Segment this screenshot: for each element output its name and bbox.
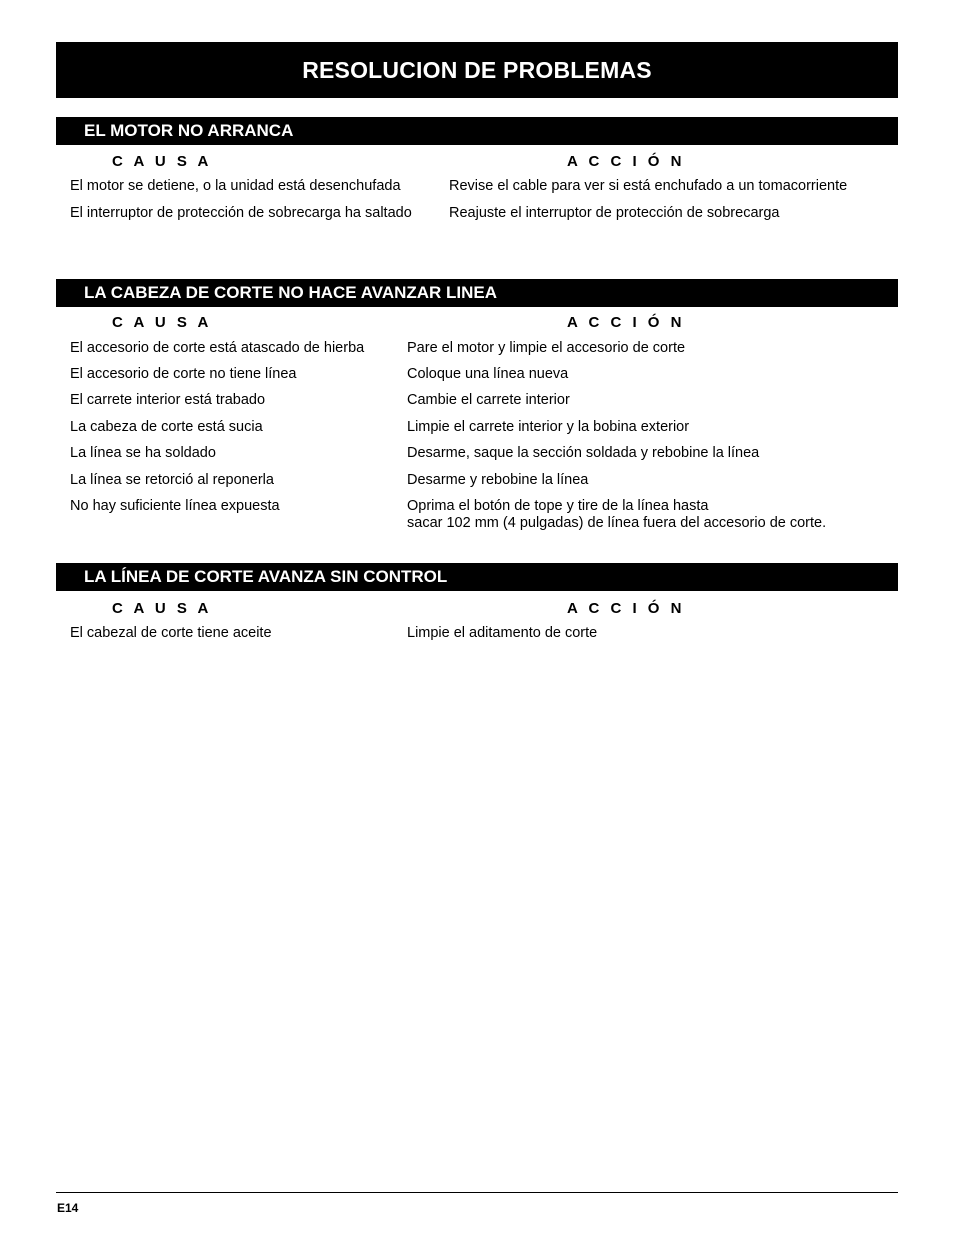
cause-cell: El cabezal de corte tiene aceite bbox=[70, 625, 272, 641]
cause-cell: No hay suficiente línea expuesta bbox=[70, 498, 280, 514]
action-cell: Desarme y rebobine la línea bbox=[407, 472, 589, 488]
cause-column-header: C A U S A bbox=[112, 153, 212, 170]
page-title: RESOLUCION DE PROBLEMAS bbox=[302, 56, 652, 83]
action-cell: Reajuste el interruptor de protección de sobrecarga bbox=[449, 205, 780, 221]
section-heading-bar bbox=[56, 279, 898, 307]
action-cell: Limpie el carrete interior y la bobina exterior bbox=[407, 419, 690, 435]
cause-cell: La línea se ha soldado bbox=[70, 445, 216, 461]
page-title-bar bbox=[56, 42, 898, 98]
cause-cell: El interruptor de protección de sobrecarga ha saltado bbox=[70, 205, 412, 221]
action-cell: Cambie el carrete interior bbox=[407, 392, 570, 408]
action-cell: Limpie el aditamento de corte bbox=[407, 625, 598, 641]
action-cell: Coloque una línea nueva bbox=[407, 366, 569, 382]
section-heading-bar bbox=[56, 117, 898, 145]
footer-divider bbox=[56, 1192, 898, 1193]
section-heading: LA CABEZA DE CORTE NO HACE AVANZAR LINEA bbox=[84, 283, 498, 302]
section-heading: EL MOTOR NO ARRANCA bbox=[84, 121, 294, 140]
action-cell-continuation: sacar 102 mm (4 pulgadas) de línea fuera del accesorio de corte. bbox=[407, 515, 827, 531]
cause-cell: La cabeza de corte está sucia bbox=[70, 419, 263, 435]
cause-cell: El accesorio de corte no tiene línea bbox=[70, 366, 297, 382]
cause-cell: La línea se retorció al reponerla bbox=[70, 472, 274, 488]
cause-cell: El motor se detiene, o la unidad está desenchufada bbox=[70, 178, 401, 194]
section-heading: LA LÍNEA DE CORTE AVANZA SIN CONTROL bbox=[84, 567, 448, 586]
cause-column-header: C A U S A bbox=[112, 314, 212, 331]
action-cell: Revise el cable para ver si está enchufado a un tomacorriente bbox=[449, 178, 848, 194]
action-cell: Desarme, saque la sección soldada y rebobine la línea bbox=[407, 445, 760, 461]
page-number: E14 bbox=[57, 1201, 79, 1215]
cause-column-header: C A U S A bbox=[112, 600, 212, 617]
action-cell: Oprima el botón de tope y tire de la línea hasta bbox=[407, 498, 709, 514]
action-column-header: A C C I Ó N bbox=[567, 600, 685, 617]
cause-cell: El accesorio de corte está atascado de hierba bbox=[70, 340, 365, 356]
action-column-header: A C C I Ó N bbox=[567, 314, 685, 331]
section-heading-bar bbox=[56, 563, 898, 591]
cause-cell: El carrete interior está trabado bbox=[70, 392, 266, 408]
action-cell: Pare el motor y limpie el accesorio de corte bbox=[407, 340, 686, 356]
action-column-header: A C C I Ó N bbox=[567, 153, 685, 170]
